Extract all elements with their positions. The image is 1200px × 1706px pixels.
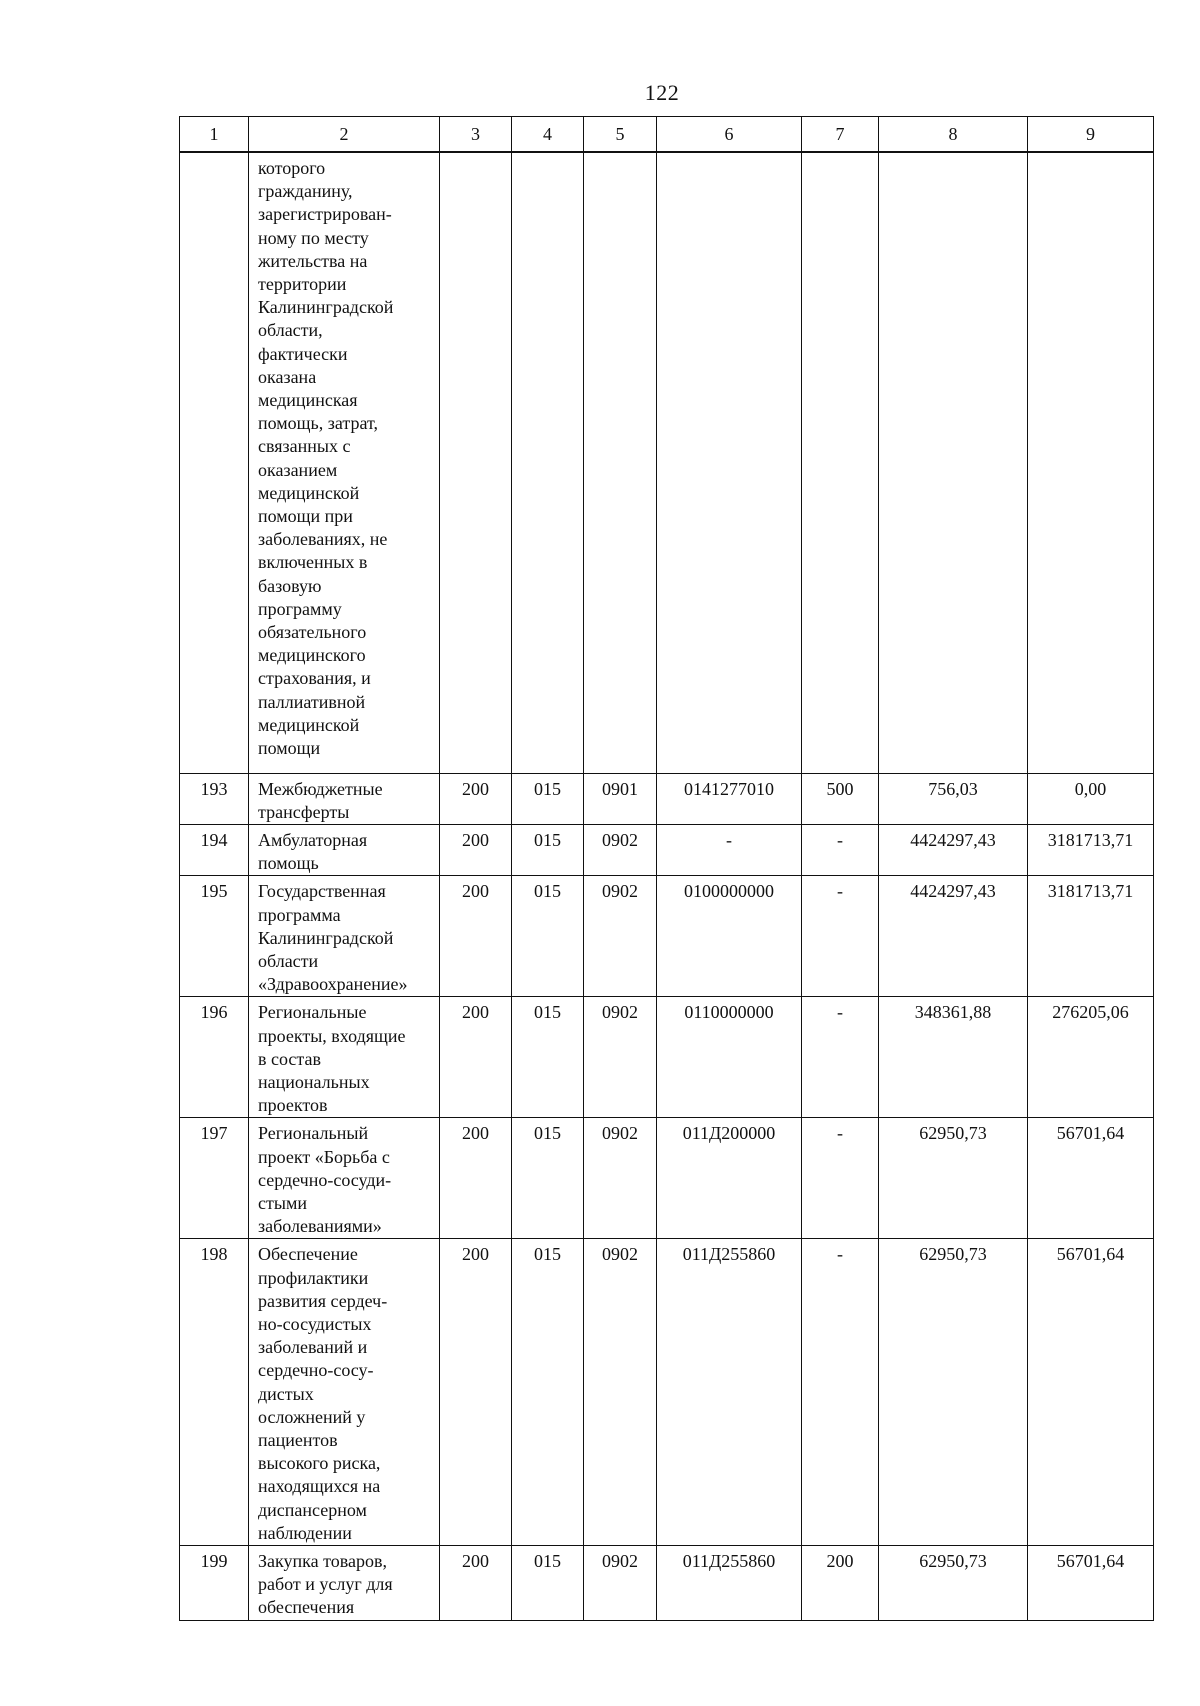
header-cell-2: 2	[249, 117, 440, 153]
cell-col-5: 0902	[584, 876, 657, 997]
row-name-text: Обеспечение профилактики развития сердеч- но-сосудистых заболеваний и сердечно-сосу- дистых осложнений у пациентов высокого риска, находящихся на диспансерном наблюдении	[258, 1244, 388, 1543]
row-name-text: которого гражданину, зарегистрирован- ному по месту жительства на территории Калининградской области, фактически оказана медицинская помощь, затрат, связанных с оказанием медицинской помощи при заболеваниях, не включенных в базовую программу обязательного медицинского страхования, и паллиативной медицинской помощи	[258, 158, 394, 759]
cell-col-6: 011Д255860	[657, 1546, 802, 1621]
header-cell-1: 1	[180, 117, 249, 153]
cell-col-3: 200	[440, 1546, 512, 1621]
budget-table	[179, 116, 1154, 1621]
row-number: 196	[180, 997, 249, 1118]
cell-col-8	[879, 152, 1028, 773]
cell-col-4: 015	[512, 773, 584, 824]
row-name	[249, 824, 440, 875]
cell-col-6	[657, 152, 802, 773]
table-row	[180, 1239, 1154, 1546]
row-number: 197	[180, 1118, 249, 1239]
cell-col-4	[512, 152, 584, 773]
cell-col-7: -	[802, 824, 879, 875]
row-name-text: Региональные проекты, входящие в состав национальных проектов	[258, 1002, 406, 1116]
cell-col-4: 015	[512, 824, 584, 875]
row-name-text: Межбюджетные трансферты	[258, 778, 383, 822]
row-number: 199	[180, 1546, 249, 1621]
table-row	[180, 876, 1154, 997]
cell-col-9: 56701,64	[1028, 1239, 1154, 1546]
row-number: 198	[180, 1239, 249, 1546]
cell-col-5: 0901	[584, 773, 657, 824]
row-name-text: Закупка товаров, работ и услуг для обеспечения	[258, 1551, 393, 1618]
cell-col-4: 015	[512, 1546, 584, 1621]
table-row	[180, 1546, 1154, 1621]
row-name	[249, 152, 440, 773]
row-name	[249, 1118, 440, 1239]
cell-col-6: 011Д255860	[657, 1239, 802, 1546]
cell-col-9: 0,00	[1028, 773, 1154, 824]
cell-col-6: -	[657, 824, 802, 875]
cell-col-3	[440, 152, 512, 773]
header-cell-3: 3	[440, 117, 512, 153]
header-cell-9: 9	[1028, 117, 1154, 153]
cell-col-8: 756,03	[879, 773, 1028, 824]
row-number: 195	[180, 876, 249, 997]
cell-col-5: 0902	[584, 1546, 657, 1621]
table-row	[180, 824, 1154, 875]
header-row	[180, 117, 1154, 153]
row-name	[249, 997, 440, 1118]
cell-col-5: 0902	[584, 1239, 657, 1546]
row-number: 193	[180, 773, 249, 824]
cell-col-5: 0902	[584, 824, 657, 875]
cell-col-8: 4424297,43	[879, 876, 1028, 997]
cell-col-3: 200	[440, 1239, 512, 1546]
cell-col-6: 0100000000	[657, 876, 802, 997]
page-number: 122	[644, 80, 680, 105]
cell-col-8: 348361,88	[879, 997, 1028, 1118]
cell-col-9: 56701,64	[1028, 1118, 1154, 1239]
cell-col-6: 0110000000	[657, 997, 802, 1118]
row-number	[180, 152, 249, 773]
cell-col-5: 0902	[584, 997, 657, 1118]
cell-col-8: 4424297,43	[879, 824, 1028, 875]
cell-col-8: 62950,73	[879, 1239, 1028, 1546]
cell-col-6: 011Д200000	[657, 1118, 802, 1239]
cell-col-3: 200	[440, 773, 512, 824]
table-row	[180, 152, 1154, 773]
header-cell-8: 8	[879, 117, 1028, 153]
header-cell-6: 6	[657, 117, 802, 153]
cell-col-7: -	[802, 876, 879, 997]
cell-col-5: 0902	[584, 1118, 657, 1239]
table-row	[180, 773, 1154, 824]
row-name-text: Амбулаторная помощь	[258, 829, 368, 874]
header-cell-7: 7	[802, 117, 879, 153]
cell-col-9: 3181713,71	[1028, 824, 1154, 875]
cell-col-9: 276205,06	[1028, 997, 1154, 1118]
row-name	[249, 876, 440, 997]
cell-col-7: 500	[802, 773, 879, 824]
row-name	[249, 1546, 440, 1621]
row-name-text: Региональный проект «Борьба с сердечно-сосуди- стыми заболеваниями»	[258, 1123, 392, 1237]
cell-col-7: -	[802, 997, 879, 1118]
cell-col-3: 200	[440, 824, 512, 875]
cell-col-3: 200	[440, 997, 512, 1118]
row-name	[249, 1239, 440, 1546]
cell-col-6: 0141277010	[657, 773, 802, 824]
row-name-text: Государственная программа Калининградской области «Здравоохранение»	[258, 881, 408, 995]
cell-col-3: 200	[440, 1118, 512, 1239]
cell-col-4: 015	[512, 1239, 584, 1546]
cell-col-7: -	[802, 1239, 879, 1546]
table-row	[180, 1118, 1154, 1239]
cell-col-5	[584, 152, 657, 773]
cell-col-3: 200	[440, 876, 512, 997]
cell-col-7: -	[802, 1118, 879, 1239]
row-name	[249, 773, 440, 824]
table-row	[180, 997, 1154, 1118]
cell-col-9: 56701,64	[1028, 1546, 1154, 1621]
cell-col-8: 62950,73	[879, 1118, 1028, 1239]
cell-col-4: 015	[512, 1118, 584, 1239]
cell-col-4: 015	[512, 997, 584, 1118]
row-number: 194	[180, 824, 249, 875]
cell-col-9: 3181713,71	[1028, 876, 1154, 997]
cell-col-7	[802, 152, 879, 773]
header-cell-4: 4	[512, 117, 584, 153]
header-cell-5: 5	[584, 117, 657, 153]
cell-col-9	[1028, 152, 1154, 773]
cell-col-7: 200	[802, 1546, 879, 1621]
cell-col-8: 62950,73	[879, 1546, 1028, 1621]
cell-col-4: 015	[512, 876, 584, 997]
